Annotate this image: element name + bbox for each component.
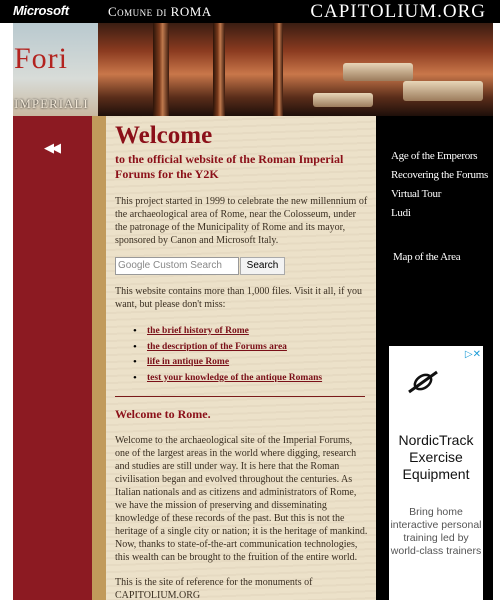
double-left-arrow-icon[interactable]: ◀◀ <box>44 140 58 155</box>
divider <box>115 396 365 397</box>
ad-choices-icon[interactable]: ▷✕ <box>464 349 481 360</box>
history-link[interactable]: the brief history of Rome <box>147 326 249 336</box>
sidebar-item-ludi[interactable]: Ludi <box>391 207 411 219</box>
microsoft-logo[interactable]: Microsoft <box>13 3 69 18</box>
search-button[interactable]: Search <box>240 257 285 275</box>
nordictrack-logo-icon <box>403 368 443 396</box>
page-subtitle: to the official website of the Roman Imperial Forums for the Y2K <box>115 152 344 181</box>
gold-strip <box>92 116 106 600</box>
forums-description-link[interactable]: the description of the Forums area <box>147 341 287 352</box>
list-item <box>147 355 368 371</box>
banner-stone <box>403 81 483 101</box>
featured-links <box>115 324 368 386</box>
sidebar-item-emperors[interactable]: Age of the Emperors <box>391 150 478 162</box>
search-row <box>115 257 368 275</box>
banner-stone <box>313 93 373 107</box>
files-text: This website contains more than 1,000 files. Visit it all, if you want, but please don't miss: <box>115 286 362 310</box>
intro-text: This project started in 1999 to celebrate the new millennium of the archaeological area of Rome, near the Colosseum, under the patronage of the Municipality of Rome and its mayor, sponsored by Canon and Microsoft Italy. <box>115 196 368 246</box>
search-input[interactable]: Google Custom Search <box>115 257 239 275</box>
banner-column <box>213 23 225 116</box>
more-text: This is the site of reference for the monuments of CAPITOLIUM.ORG <box>115 577 313 601</box>
top-bar <box>0 0 500 23</box>
ad-title[interactable]: NordicTrack Exercise Equipment <box>398 432 474 482</box>
list-item <box>147 371 368 387</box>
advertisement[interactable] <box>389 346 483 600</box>
quiz-link[interactable]: test your knowledge of the antique Romans <box>147 372 323 383</box>
body-text: Welcome to the archaeological site of the Imperial Forums, one of the largest areas in the world where digging, research and studies are still under way. It is here that the Roman civilisation began and evolved throughout the centuries. As Italian nationals and as citizens and administrators of Rome, we have the mission of preserving and disseminating knowledge of these records of the past. But this is not the heritage of a single city or nation; it is the heritage of mankind. Now, thanks to state-of-the-art communication technologies, this wealth can be brought to the fruition of the entire world. <box>115 435 368 563</box>
sidebar-item-recovering[interactable]: Recovering the Forums <box>391 169 488 181</box>
left-column <box>13 116 92 600</box>
list-item <box>147 324 368 340</box>
ad-description[interactable]: Bring home interactive personal training led by world-class trainers <box>390 506 482 557</box>
page-title: Welcome <box>115 122 213 149</box>
sidebar-nav <box>391 147 496 223</box>
section-title: Welcome to Rome. <box>115 407 211 421</box>
list-item <box>147 340 368 356</box>
sidebar-item-virtual-tour[interactable]: Virtual Tour <box>391 188 442 200</box>
comune-di-roma-link[interactable]: Comune di ROMA <box>108 4 212 19</box>
banner-column <box>273 23 283 116</box>
fori-logo-text[interactable]: Fori <box>14 42 69 75</box>
life-link[interactable]: life in antique Rome <box>147 357 230 367</box>
banner-column <box>153 23 169 116</box>
main-content <box>106 116 376 600</box>
capitolium-logo[interactable]: CAPITOLIUM.ORG <box>310 1 486 22</box>
map-link[interactable]: Map of the Area <box>393 251 461 263</box>
banner-stone <box>343 63 413 81</box>
imperiali-logo-text[interactable]: IMPERIALI <box>14 96 89 111</box>
